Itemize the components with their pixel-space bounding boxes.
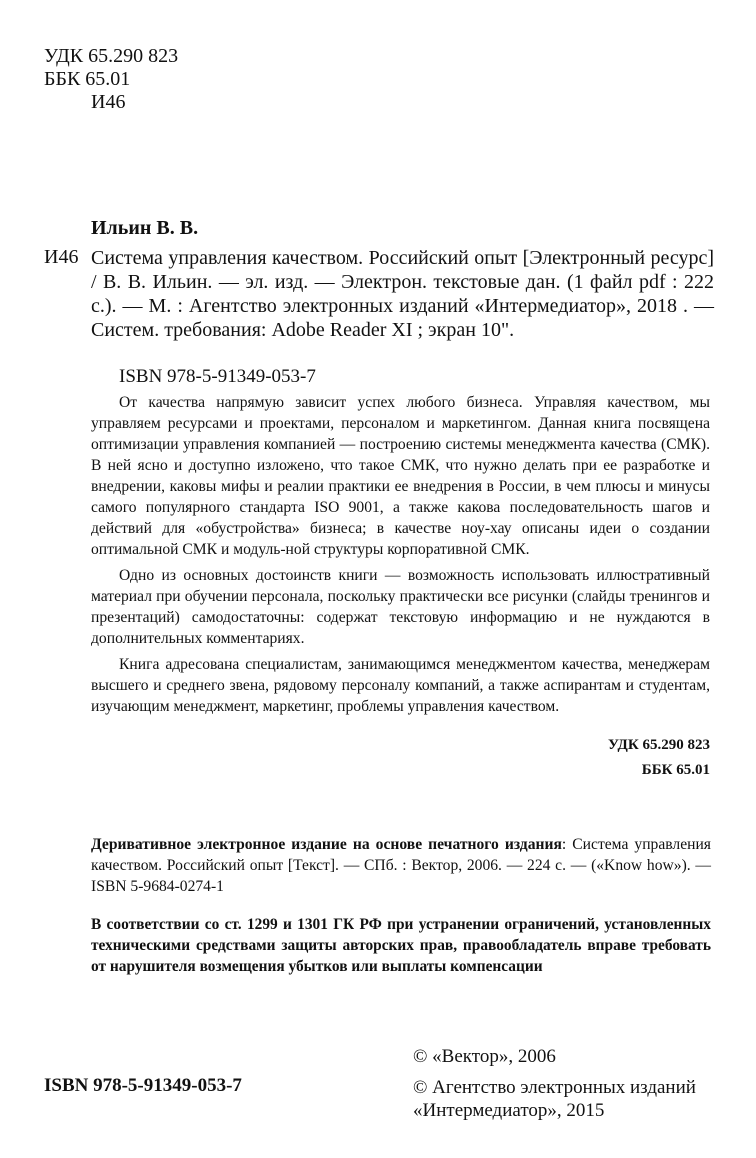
isbn-line: ISBN 978-5-91349-053-7 [119,366,316,387]
annotation-paragraph-3: Книга адресована специалистам, занимающимся менеджментом качества, менеджерам высшего и среднего звена, рядовому персоналу компаний, а также аспирантам и студентам, изучающим менеджмент, маркетинг, проблемы управления качеством. [91,656,710,715]
right-udk-code: УДК 65.290 823 [608,737,710,753]
copyright-agency-name: «Интермедиатор», 2015 [413,1100,605,1121]
right-bbk-code: ББК 65.01 [641,762,710,778]
cite-author-mark: И46 [44,246,79,268]
author-mark: И46 [91,91,126,113]
derivative-text: : Система управления качеством. Российский опыт [Текст]. — СПб. : Вектор, 2006. — 224 с. — («Know how»). — ISBN 5-9684-0274-1 [91,836,711,895]
derivative-edition-note [91,834,711,897]
derivative-label: Деривативное электронное издание на основе печатного издания [91,836,562,853]
bbk-code: ББК 65.01 [44,68,131,90]
annotation [91,392,710,722]
annotation-paragraph-1: От качества напрямую зависит успех любого бизнеса. Управляя качеством, мы управляем ресурсами и проектами, персоналом и маркетингом. Данная книга посвящена оптимизации управления компанией — построению системы менеджмента качества (СМК). В ней ясно и доступно изложено, что такое СМК, что нужно делать при ее разработке и внедрении, каковы мифы и реалии практики ее внедрения в России, в чем плюсы и минусы самого популярного стандарта ISO 9001, а также какова последовательность шагов и действий для «обустройства» бизнеса; в качестве ноу-хау описаны идеи о создании оптимальной СМК и модуль-ной структуры корпоративной СМК. [91,394,710,558]
bibliographic-citation: Система управления качеством. Российский опыт [Электронный ресурс] / В. В. Ильин. — эл. изд. — Электрон. текстовые дан. (1 файл pdf : 222 с.). — М. : Агентство электронных изданий «Интермедиатор», 2018 . — Систем. требования: Adobe Reader XI ; экран 10". [91,247,714,341]
copyright-agency: © Агентство электронных изданий [413,1077,696,1098]
annotation-paragraph-2: Одно из основных достоинств книги — возможность использовать иллюстративный материал при обучении персонала, поскольку практически все рисунки (слайды тренингов и презентаций) самодостаточны: содержат текстовую информацию и не нуждаются в дополнительных комментариях. [91,567,710,647]
legal-notice: В соответствии со ст. 1299 и 1301 ГК РФ при устранении ограничений, установленных техническими средствами защиты авторских прав, правообладатель вправе требовать от нарушителя возмещения убытков или выплаты компенсации [91,916,711,975]
footer-isbn: ISBN 978-5-91349-053-7 [44,1075,242,1096]
udk-code: УДК 65.290 823 [44,45,179,67]
author-name: Ильин В. В. [91,217,199,239]
copyright-vector: © «Вектор», 2006 [413,1046,556,1067]
